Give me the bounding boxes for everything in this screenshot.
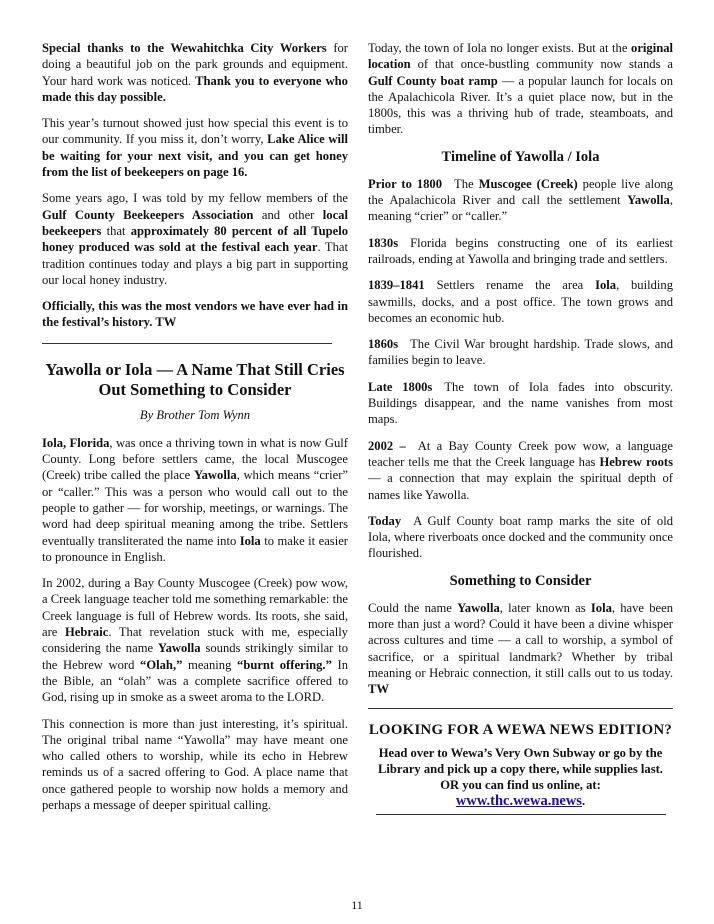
text-run: Thank you to everyone who made this day possible. — [42, 73, 348, 104]
vendors-paragraph — [42, 298, 348, 331]
text-run: TW — [368, 682, 389, 697]
text-run: — a popular launch for locals on the Apalachicola River. It’s a quiet place now, but in the 1800s, this was a thriving hub of trade, steamboats, and timber. — [368, 73, 673, 137]
text-run: and other — [253, 207, 323, 222]
text-run: Gulf County Beekeepers Association — [42, 207, 254, 222]
article-title: Yawolla or Iola — A Name That Still Cries Out Something to Consider — [45, 359, 345, 399]
text-run: original location — [368, 41, 673, 72]
text-run: The town of Iola fades into obscurity. Buildings disappear, and the name vanishes from most maps. — [368, 379, 674, 427]
promo-box — [368, 745, 673, 810]
text-run: for doing a beautiful job on the park grounds and equipment. Your hard work was noticed. — [42, 41, 348, 88]
text-run: Hebrew roots — [599, 454, 673, 469]
text-run: , was once a thriving town in what is now Gulf County. Long before settlers came, the local Muscogee (Creek) tribe called the place — [42, 435, 348, 483]
text-run: In the Bible, an “olah” was a complete sacrifice offered to God, rising up in smoke as a sweet aroma to the LORD. — [42, 657, 349, 705]
timeline-title: Timeline of Yawolla / Iola — [441, 148, 600, 165]
iola-today-paragraph — [368, 40, 673, 138]
text-run: local beekeepers — [42, 207, 348, 238]
article-byline: By Brother Tom Wynn — [139, 407, 251, 422]
text-run: Gulf County boat ramp — [368, 73, 498, 88]
text-run: , building sawmills, docks, and a post office. The town grows and becomes an economic hub. — [368, 278, 673, 325]
timeline-entry — [368, 235, 673, 268]
text-run: . That tradition continues today and plays a big part in supporting our local honey industry. — [42, 240, 348, 287]
website-link[interactable]: www.thc.wewa.news — [455, 793, 582, 810]
right-column — [368, 40, 673, 815]
timeline-entry — [368, 438, 673, 503]
iola-intro-paragraph — [42, 435, 348, 565]
text-run: A Gulf County boat ramp marks the site of old Iola, where riverboats once docked and the community once flourished. — [368, 513, 673, 561]
text-run: that — [101, 223, 131, 238]
text-run: Some years ago, I was told by my fellow members of the — [42, 191, 348, 206]
text-run: Iola — [595, 278, 617, 293]
text-run: . That revelation stuck with me, especially considering the name — [42, 625, 348, 656]
text-run: Yawolla — [457, 600, 500, 615]
timeline-list — [368, 176, 673, 562]
left-column — [42, 40, 348, 823]
timeline-date: Today — [368, 513, 402, 528]
text-run: The Civil War brought hardship. Trade slows, and families begin to leave. — [368, 337, 673, 368]
text-run: Florida begins constructing one of its earliest railroads, ending at Yawolla and bringing trade and settlers. — [368, 235, 673, 266]
text-run: Could the name — [368, 600, 458, 615]
text-run: “Olah,” — [140, 657, 183, 672]
promo-link-suffix: . — [581, 794, 586, 809]
tupelo-honey-paragraph — [42, 190, 348, 288]
text-run: “burnt offering.” — [237, 657, 332, 672]
text-run: Muscogee (Creek) — [478, 176, 578, 191]
text-run: Lake Alice will be waiting for your next visit, and you can get honey from the list of beekeepers on page 16. — [42, 132, 348, 180]
promo-bottom-rule — [376, 814, 666, 815]
timeline-entry — [368, 176, 673, 225]
text-run: The — [454, 176, 479, 191]
text-run: — a connection that may explain the spiritual depth of names like Yawolla. — [368, 471, 673, 502]
text-run: Iola, Florida — [42, 435, 110, 450]
hebrew-roots-paragraph — [42, 575, 348, 705]
timeline-entry — [368, 277, 673, 326]
promo-top-rule — [368, 708, 673, 709]
text-run: Hebraic — [64, 625, 109, 640]
text-run: This connection is more than just interesting, it’s spiritual. The original tribal name “Yawolla” may have meant one who called others to worship, while its echo in Hebrew reminds us of a sacred offering to God. A place name that once gathered people to worship now holds a memory and perhaps a message of deeper spiritual calling. — [42, 716, 348, 812]
text-run: to make it easier to pronounce in English. — [42, 533, 348, 564]
text-run: of that once-bustling community now stands a — [410, 57, 673, 72]
consider-title: Something to Consider — [449, 572, 592, 589]
text-run: At a Bay County Creek pow wow, a language teacher tells me that the Creek language has — [368, 438, 673, 469]
timeline-entry — [368, 336, 673, 369]
text-run: Today, the town of Iola no longer exists. But at the — [368, 41, 632, 55]
spiritual-connection-paragraph — [42, 716, 348, 814]
text-run: Special thanks to the Wewahitchka City Workers — [42, 41, 327, 55]
timeline-entry — [368, 379, 673, 428]
text-run: Officially, this was the most vendors we have ever had in the festival’s history. TW — [42, 299, 348, 330]
timeline-date: Late 1800s — [368, 379, 433, 394]
text-run: Iola — [239, 533, 261, 548]
text-run: Yawolla — [193, 468, 237, 483]
promo-title: LOOKING FOR A WEWA NEWS EDITION? — [368, 721, 673, 738]
text-run: approximately 80 percent of all Tupelo honey produced was sold at the festival each year — [42, 223, 348, 255]
text-run: Yawolla — [157, 641, 201, 656]
text-run: Settlers rename the area — [436, 278, 596, 293]
timeline-entry — [368, 513, 673, 562]
text-run: sounds strikingly similar to the Hebrew word — [42, 641, 348, 672]
text-run: people live along the Apalachicola River and call the settlement — [368, 176, 673, 208]
text-run: Iola — [590, 600, 612, 615]
section-divider — [42, 343, 332, 344]
page-number: 11 — [351, 898, 363, 912]
text-run: , which means “crier” or “caller.” This was a person who would call out to the people to gather — for worship, meetings, or warnings. The word had deep spiritual meaning among the tribe. Settlers eventually transliterated the name into — [42, 468, 348, 548]
text-run: , meaning “crier” or “caller.” — [368, 193, 673, 224]
timeline-date: 1860s — [368, 337, 399, 352]
text-run: Yawolla — [627, 193, 670, 208]
turnout-paragraph — [42, 115, 348, 180]
text-run: In 2002, during a Bay County Muscogee (Creek) pow wow, a Creek language teacher told me something remarkable: the Creek language is full of Hebrew words. Its roots, she said, are — [42, 576, 348, 640]
promo-body: Head over to Wewa’s Very Own Subway or go by the Library and pick up a copy there, while supplies last. OR you can find us online, at: — [378, 745, 663, 793]
text-run: , later known as — [499, 600, 591, 615]
text-run: meaning — [182, 657, 238, 672]
thanks-paragraph — [42, 40, 348, 105]
timeline-date: Prior to 1800 — [368, 176, 443, 191]
text-run: , have been more than just a word? Could it have been a divine whisper across cultures and time — a call to worship, a symbol of sacrifice, or a spiritual landmark? Whether by tribal meaning or Hebraic connection, it still calls out to us today. — [368, 600, 673, 680]
text-run: This year’s turnout showed just how special this event is to our community. If you miss it, don’t worry, — [42, 116, 348, 147]
timeline-date: 1839–1841 — [368, 278, 425, 293]
timeline-date: 2002 – — [368, 438, 406, 453]
consider-paragraph — [368, 600, 673, 698]
timeline-date: 1830s — [368, 235, 399, 250]
